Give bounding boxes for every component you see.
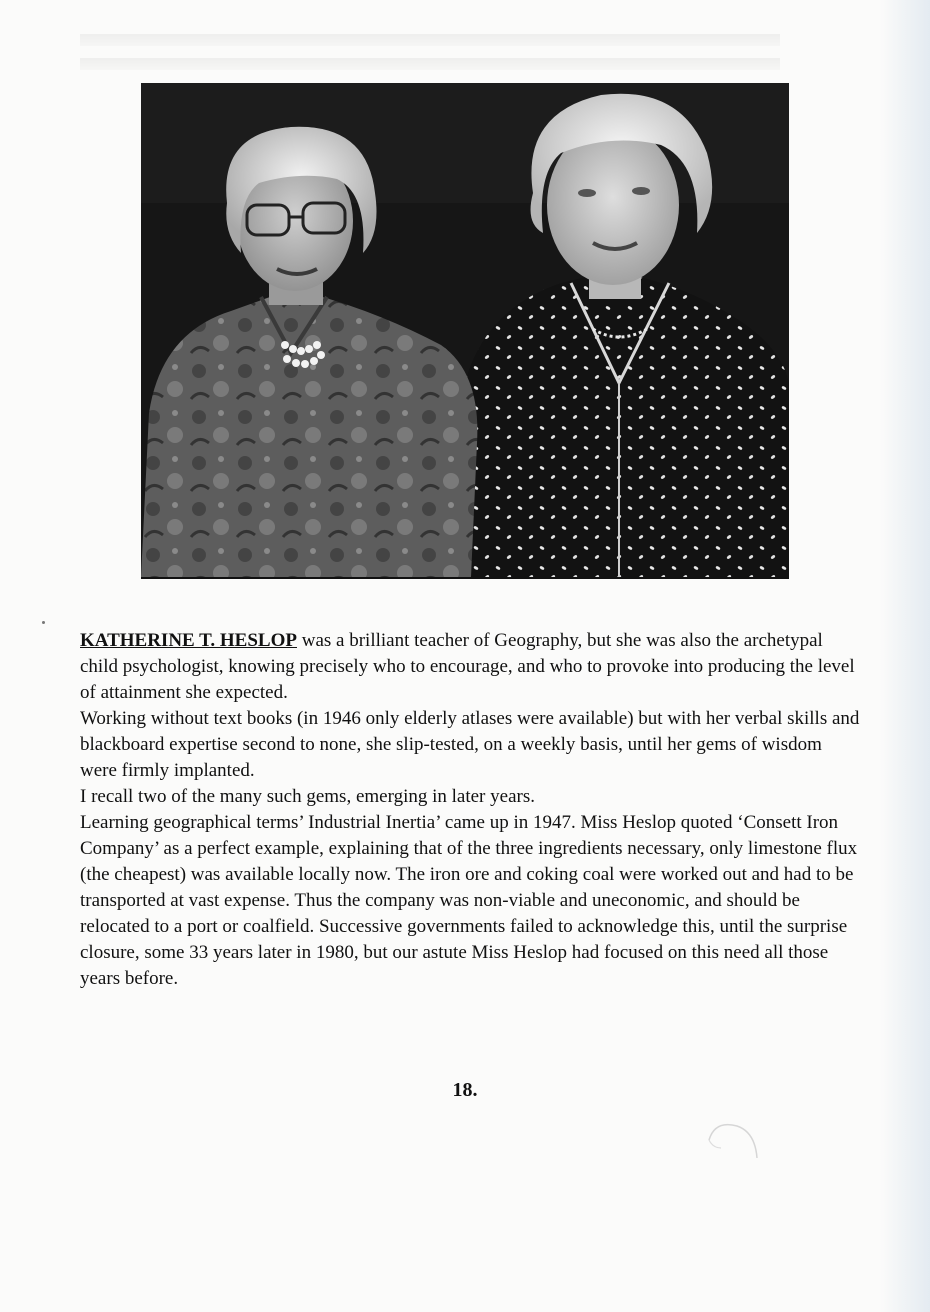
intro-paragraph [80, 628, 860, 706]
subject-name: KATHERINE T. HESLOP [80, 630, 297, 651]
paragraph-recall: I recall two of the many such gems, emerging in later years. [80, 786, 535, 807]
page-number: 18. [452, 1079, 478, 1101]
intro-text: was a brilliant teacher of Geography, but she was also the archetypal child psychologist, knowing precisely who to encourage, and who to provoke into producing the level of attainment she expected. [80, 630, 855, 703]
article-body [80, 628, 860, 992]
scan-artifact-curl [705, 1118, 765, 1168]
stray-ink-dot [42, 621, 45, 624]
photo-underline [141, 577, 789, 579]
paragraph-inertia: Learning geographical terms’ Industrial Inertia’ came up in 1947. Miss Heslop quoted ‘Consett Iron Company’ as a perfect example, explaining that of the three ingredients necessary, only limestone flux (the cheapest) was available locally now. The iron ore and coking coal were worked out and had to be transported at vast expense. Thus the company was non-viable and uneconomic, and should be relocated to a port or coalfield. Successive governments failed to acknowledge this, until the surprise closure, some 33 years later in 1980, but our astute Miss Heslop had focused on this need all those years before. [80, 812, 858, 989]
show-through-top-2 [80, 58, 780, 70]
portrait-illustration [141, 83, 789, 577]
paragraph-working: Working without text books (in 1946 only elderly atlases were available) but with her verbal skills and blackboard expertise second to none, she slip-tested, on a weekly basis, until her gems of wisdom were firmly implanted. [80, 708, 860, 781]
scan-edge-shade [880, 0, 930, 1312]
portrait-photo [141, 83, 789, 577]
show-through-top [80, 34, 780, 46]
